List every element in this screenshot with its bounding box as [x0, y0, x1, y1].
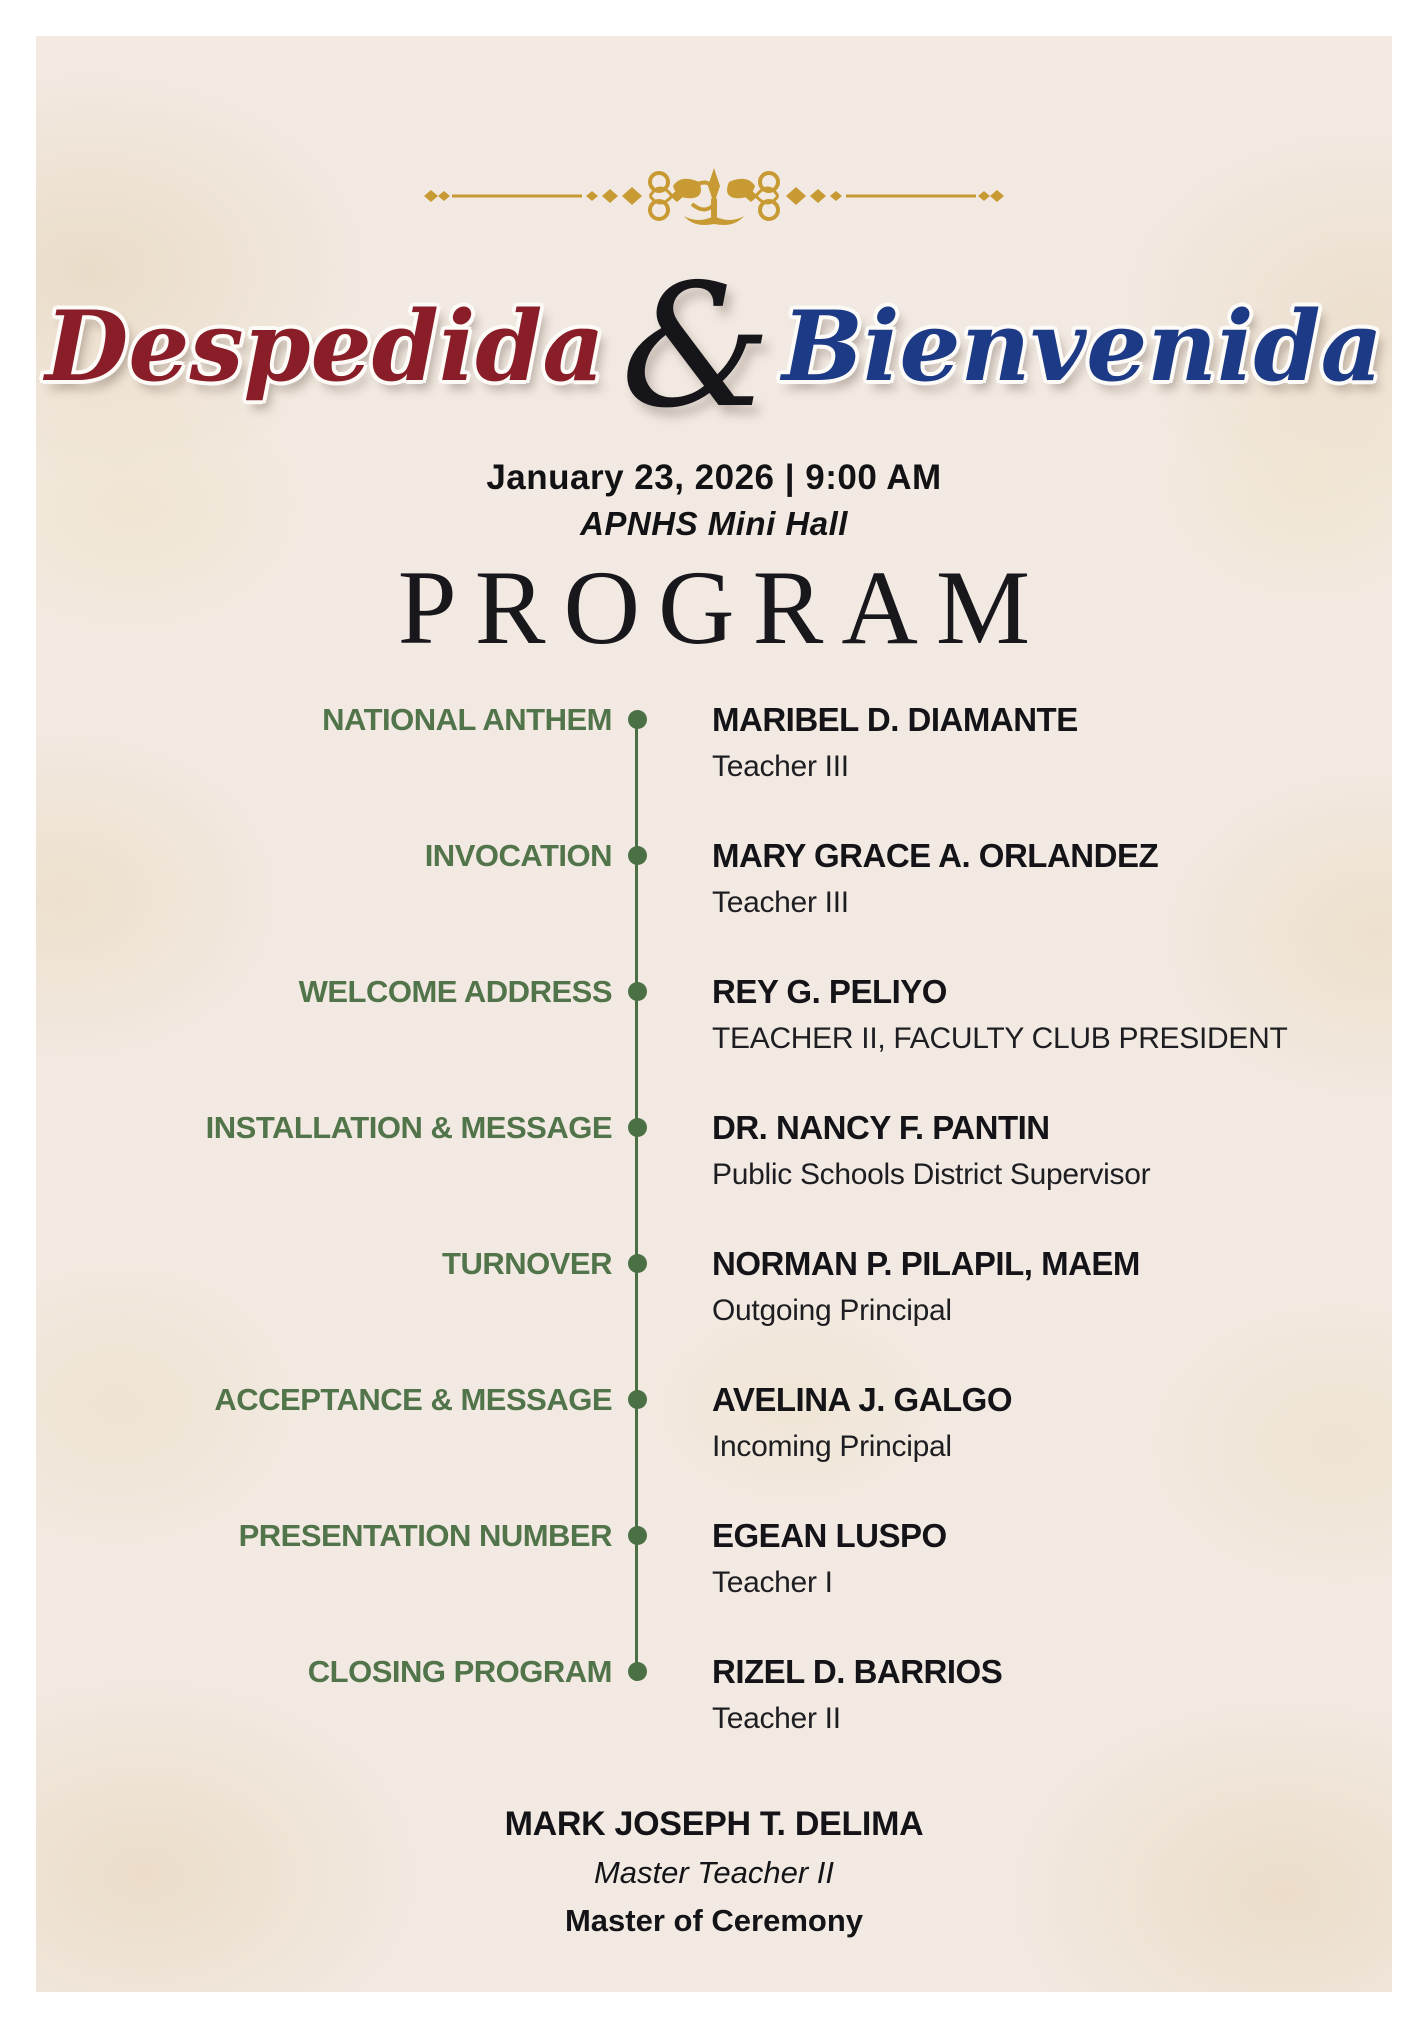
program-item-label: TURNOVER: [442, 1246, 612, 1281]
program-item-body: [662, 1519, 1392, 1600]
program-item-person: NORMAN P. PILAPIL, MAEM: [712, 1245, 1140, 1282]
top-ornament: [36, 158, 1392, 234]
program-item-row: [36, 1383, 1392, 1519]
program-item-role: Public Schools District Supervisor: [712, 1158, 1151, 1191]
timeline-dot-column: [612, 975, 662, 1001]
timeline-dot-column: [612, 1383, 662, 1409]
timeline-dot-column: [612, 1247, 662, 1273]
program-item-role: Teacher III: [712, 886, 849, 919]
timeline-dot-icon: [628, 982, 647, 1001]
program-item-person: REY G. PELIYO: [712, 973, 947, 1010]
timeline-dot-icon: [628, 1254, 647, 1273]
timeline-dot-icon: [628, 846, 647, 865]
program-item-role: Outgoing Principal: [712, 1294, 952, 1327]
master-of-ceremony-block: [36, 1805, 1392, 1939]
mc-role: Master of Ceremony: [564, 1903, 864, 1938]
program-item-role: Teacher III: [712, 750, 849, 783]
program-item-role: Teacher I: [712, 1566, 833, 1599]
timeline-dot-icon: [628, 1118, 647, 1137]
program-item-label: CLOSING PROGRAM: [307, 1654, 612, 1689]
program-item-label: NATIONAL ANTHEM: [322, 702, 612, 737]
program-item-person: MARIBEL D. DIAMANTE: [712, 701, 1078, 738]
program-item-row: [36, 975, 1392, 1111]
gold-flourish-divider-icon: [414, 158, 1014, 234]
program-item-label: WELCOME ADDRESS: [298, 974, 612, 1009]
program-item-label: ACCEPTANCE & MESSAGE: [214, 1382, 612, 1417]
timeline-dot-column: [612, 703, 662, 729]
program-item-person: DR. NANCY F. PANTIN: [712, 1109, 1050, 1146]
program-heading: PROGRAM: [397, 549, 1049, 666]
timeline-dot-icon: [628, 1390, 647, 1409]
program-item-role: Incoming Principal: [712, 1430, 952, 1463]
program-item-label: PRESENTATION NUMBER: [238, 1518, 612, 1553]
program-item-body: [662, 975, 1392, 1056]
timeline-dot-column: [612, 1655, 662, 1681]
program-item-row: [36, 1247, 1392, 1383]
program-item-role: Teacher II: [712, 1702, 841, 1735]
program-item-row: [36, 1111, 1392, 1247]
event-venue: APNHS Mini Hall: [580, 505, 848, 542]
program-list: [36, 703, 1392, 1745]
program-poster: [36, 36, 1392, 1992]
program-item-body: [662, 1383, 1392, 1464]
title-despedida: Despedida: [45, 290, 605, 403]
program-item-row: [36, 1519, 1392, 1655]
timeline-dot-icon: [628, 1662, 647, 1681]
program-item-label: INVOCATION: [424, 838, 612, 873]
event-title: [36, 248, 1392, 446]
event-datetime: January 23, 2026 | 9:00 AM: [486, 458, 942, 497]
program-item-label: INSTALLATION & MESSAGE: [205, 1110, 612, 1145]
program-item-row: [36, 703, 1392, 839]
program-item-role: TEACHER II, FACULTY CLUB PRESIDENT: [712, 1022, 1288, 1055]
program-item-body: [662, 1111, 1392, 1192]
program-item-person: EGEAN LUSPO: [712, 1517, 947, 1554]
program-item-person: RIZEL D. BARRIOS: [712, 1653, 1003, 1690]
mc-name: MARK JOSEPH T. DELIMA: [504, 1805, 924, 1843]
timeline-dot-column: [612, 1519, 662, 1545]
program-item-body: [662, 839, 1392, 920]
gold-flourish-divider-icon: [414, 1991, 1014, 1992]
program-item-body: [662, 1247, 1392, 1328]
title-bienvenida: Bienvenida: [781, 290, 1383, 403]
program-item-row: [36, 839, 1392, 975]
program-item-person: AVELINA J. GALGO: [712, 1381, 1013, 1418]
title-ampersand: &: [620, 248, 772, 446]
program-item-person: MARY GRACE A. ORLANDEZ: [712, 837, 1159, 874]
program-item-body: [662, 1655, 1392, 1736]
timeline-dot-column: [612, 1111, 662, 1137]
bottom-ornament: [36, 1991, 1392, 1992]
timeline-dot-column: [612, 839, 662, 865]
mc-title: Master Teacher II: [593, 1855, 835, 1890]
program-item-row: [36, 1655, 1392, 1745]
timeline-dot-icon: [628, 1526, 647, 1545]
timeline-dot-icon: [628, 710, 647, 729]
program-item-body: [662, 703, 1392, 784]
